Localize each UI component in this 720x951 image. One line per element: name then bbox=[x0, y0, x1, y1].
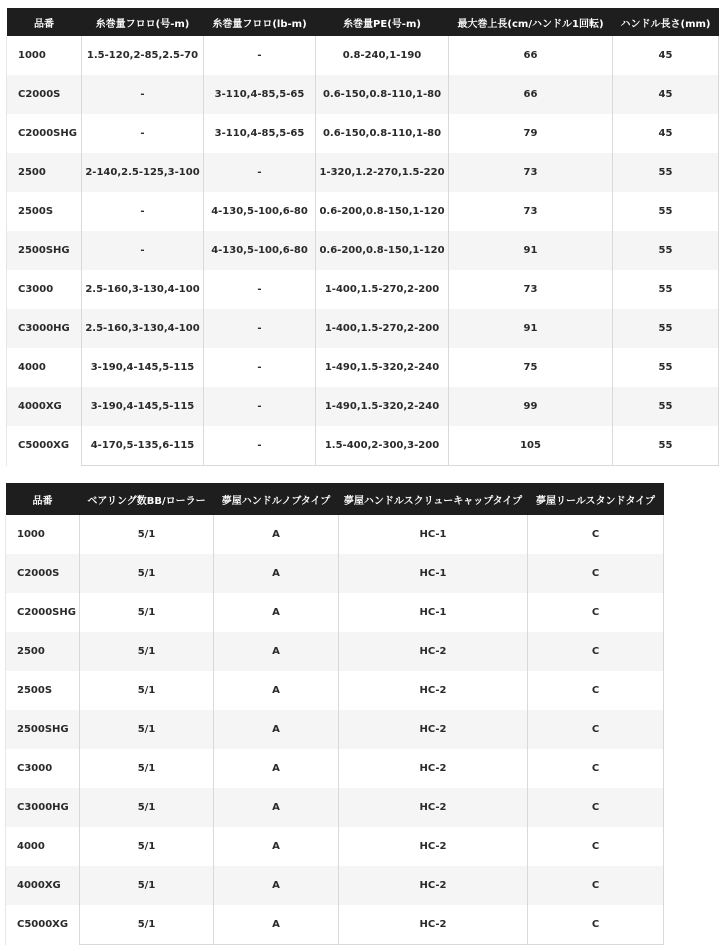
cell-retrieve: 79 bbox=[449, 114, 613, 153]
header-pe: 糸巻量PE(号-m) bbox=[316, 8, 449, 36]
cell-model: 2500SHG bbox=[7, 231, 82, 270]
cell-handle-length: 45 bbox=[613, 114, 719, 153]
cell-fluoro-lb: 3-110,4-85,5-65 bbox=[204, 75, 316, 114]
table-row bbox=[7, 231, 719, 270]
cell-fluoro-lb: 3-110,4-85,5-65 bbox=[204, 114, 316, 153]
cell-bearings: 5/1 bbox=[80, 710, 214, 749]
table-row bbox=[6, 593, 664, 632]
cell-model: 2500SHG bbox=[6, 710, 80, 749]
cell-fluoro-lb: 4-130,5-100,6-80 bbox=[204, 192, 316, 231]
cell-model: C2000S bbox=[6, 554, 80, 593]
parts-table-header-row bbox=[6, 483, 664, 515]
cell-fluoro-go: 3-190,4-145,5-115 bbox=[82, 387, 204, 426]
cell-fluoro-go: 2-140,2.5-125,3-100 bbox=[82, 153, 204, 192]
cell-bearings: 5/1 bbox=[80, 554, 214, 593]
cell-model: 4000 bbox=[7, 348, 82, 387]
table-row bbox=[7, 192, 719, 231]
header-bearings: ベアリング数BB/ローラー bbox=[80, 483, 214, 515]
cell-bearings: 5/1 bbox=[80, 749, 214, 788]
cell-model: C3000HG bbox=[6, 788, 80, 827]
header-retrieve: 最大巻上長(cm/ハンドル1回転) bbox=[449, 8, 613, 36]
header-screw-cap-type: 夢屋ハンドルスクリューキャップタイプ bbox=[339, 483, 528, 515]
cell-model: 4000XG bbox=[6, 866, 80, 905]
cell-bearings: 5/1 bbox=[80, 827, 214, 866]
cell-model: 2500 bbox=[7, 153, 82, 192]
cell-fluoro-go: 3-190,4-145,5-115 bbox=[82, 348, 204, 387]
cell-stand-type: C bbox=[528, 593, 664, 632]
header-handle-length: ハンドル長さ(mm) bbox=[613, 8, 719, 36]
cell-screw-cap-type: HC-1 bbox=[339, 515, 528, 554]
cell-fluoro-go: 4-170,5-135,6-115 bbox=[82, 426, 204, 466]
cell-fluoro-lb: - bbox=[204, 348, 316, 387]
cell-fluoro-lb: - bbox=[204, 426, 316, 466]
cell-handle-length: 55 bbox=[613, 426, 719, 466]
cell-fluoro-go: - bbox=[82, 192, 204, 231]
cell-screw-cap-type: HC-2 bbox=[339, 827, 528, 866]
cell-retrieve: 91 bbox=[449, 231, 613, 270]
cell-screw-cap-type: HC-1 bbox=[339, 554, 528, 593]
table-row bbox=[7, 426, 719, 466]
cell-model: C5000XG bbox=[7, 426, 82, 466]
cell-model: 4000XG bbox=[7, 387, 82, 426]
cell-bearings: 5/1 bbox=[80, 788, 214, 827]
cell-bearings: 5/1 bbox=[80, 905, 214, 945]
cell-screw-cap-type: HC-2 bbox=[339, 671, 528, 710]
cell-fluoro-lb: - bbox=[204, 387, 316, 426]
cell-stand-type: C bbox=[528, 905, 664, 945]
cell-knob-type: A bbox=[214, 749, 339, 788]
cell-handle-length: 55 bbox=[613, 387, 719, 426]
cell-model: 4000 bbox=[6, 827, 80, 866]
cell-knob-type: A bbox=[214, 632, 339, 671]
cell-knob-type: A bbox=[214, 593, 339, 632]
cell-fluoro-lb: - bbox=[204, 153, 316, 192]
header-model: 品番 bbox=[6, 483, 80, 515]
cell-pe: 1-400,1.5-270,2-200 bbox=[316, 270, 449, 309]
table-row bbox=[6, 710, 664, 749]
header-stand-type: 夢屋リールスタンドタイプ bbox=[528, 483, 664, 515]
cell-screw-cap-type: HC-2 bbox=[339, 905, 528, 945]
cell-retrieve: 99 bbox=[449, 387, 613, 426]
cell-fluoro-go: 2.5-160,3-130,4-100 bbox=[82, 309, 204, 348]
cell-fluoro-go: - bbox=[82, 75, 204, 114]
header-knob-type: 夢屋ハンドルノブタイプ bbox=[214, 483, 339, 515]
cell-handle-length: 45 bbox=[613, 75, 719, 114]
cell-knob-type: A bbox=[214, 866, 339, 905]
cell-screw-cap-type: HC-2 bbox=[339, 632, 528, 671]
cell-stand-type: C bbox=[528, 554, 664, 593]
cell-stand-type: C bbox=[528, 632, 664, 671]
cell-retrieve: 91 bbox=[449, 309, 613, 348]
cell-pe: 1-320,1.2-270,1.5-220 bbox=[316, 153, 449, 192]
cell-fluoro-go: 2.5-160,3-130,4-100 bbox=[82, 270, 204, 309]
cell-pe: 1-490,1.5-320,2-240 bbox=[316, 348, 449, 387]
cell-fluoro-go: 1.5-120,2-85,2.5-70 bbox=[82, 36, 204, 75]
table-row bbox=[6, 905, 664, 945]
cell-knob-type: A bbox=[214, 788, 339, 827]
cell-stand-type: C bbox=[528, 749, 664, 788]
table-row bbox=[7, 114, 719, 153]
cell-pe: 0.8-240,1-190 bbox=[316, 36, 449, 75]
cell-retrieve: 73 bbox=[449, 270, 613, 309]
table-row bbox=[7, 270, 719, 309]
cell-fluoro-lb: 4-130,5-100,6-80 bbox=[204, 231, 316, 270]
cell-model: C3000 bbox=[6, 749, 80, 788]
cell-model: 1000 bbox=[6, 515, 80, 554]
cell-pe: 1-400,1.5-270,2-200 bbox=[316, 309, 449, 348]
spec-table-header-row bbox=[7, 8, 719, 36]
cell-knob-type: A bbox=[214, 905, 339, 945]
cell-handle-length: 55 bbox=[613, 192, 719, 231]
cell-stand-type: C bbox=[528, 827, 664, 866]
table-row bbox=[6, 827, 664, 866]
cell-retrieve: 73 bbox=[449, 192, 613, 231]
cell-retrieve: 105 bbox=[449, 426, 613, 466]
cell-handle-length: 55 bbox=[613, 270, 719, 309]
cell-pe: 1-490,1.5-320,2-240 bbox=[316, 387, 449, 426]
cell-handle-length: 55 bbox=[613, 153, 719, 192]
header-fluoro-lb: 糸巻量フロロ(lb-m) bbox=[204, 8, 316, 36]
cell-model: 2500S bbox=[6, 671, 80, 710]
cell-stand-type: C bbox=[528, 710, 664, 749]
table-row bbox=[6, 788, 664, 827]
table-row bbox=[7, 309, 719, 348]
table-row bbox=[7, 75, 719, 114]
cell-model: C2000SHG bbox=[6, 593, 80, 632]
cell-pe: 0.6-200,0.8-150,1-120 bbox=[316, 192, 449, 231]
cell-bearings: 5/1 bbox=[80, 866, 214, 905]
header-model: 品番 bbox=[7, 8, 82, 36]
cell-fluoro-lb: - bbox=[204, 270, 316, 309]
cell-pe: 0.6-200,0.8-150,1-120 bbox=[316, 231, 449, 270]
cell-retrieve: 66 bbox=[449, 36, 613, 75]
cell-model: 2500 bbox=[6, 632, 80, 671]
table-row bbox=[6, 554, 664, 593]
cell-model: C2000SHG bbox=[7, 114, 82, 153]
cell-handle-length: 55 bbox=[613, 231, 719, 270]
cell-screw-cap-type: HC-2 bbox=[339, 749, 528, 788]
table-row bbox=[6, 515, 664, 554]
cell-stand-type: C bbox=[528, 515, 664, 554]
table-row bbox=[6, 866, 664, 905]
spec-table bbox=[6, 8, 719, 466]
cell-stand-type: C bbox=[528, 788, 664, 827]
cell-retrieve: 75 bbox=[449, 348, 613, 387]
cell-screw-cap-type: HC-2 bbox=[339, 710, 528, 749]
cell-pe: 0.6-150,0.8-110,1-80 bbox=[316, 75, 449, 114]
cell-screw-cap-type: HC-2 bbox=[339, 866, 528, 905]
cell-model: C3000 bbox=[7, 270, 82, 309]
cell-fluoro-go: - bbox=[82, 114, 204, 153]
cell-bearings: 5/1 bbox=[80, 515, 214, 554]
cell-knob-type: A bbox=[214, 710, 339, 749]
cell-model: 2500S bbox=[7, 192, 82, 231]
table-row bbox=[7, 153, 719, 192]
cell-stand-type: C bbox=[528, 866, 664, 905]
cell-retrieve: 66 bbox=[449, 75, 613, 114]
cell-bearings: 5/1 bbox=[80, 632, 214, 671]
cell-stand-type: C bbox=[528, 671, 664, 710]
parts-table bbox=[5, 483, 664, 945]
cell-knob-type: A bbox=[214, 554, 339, 593]
table-row bbox=[6, 749, 664, 788]
cell-fluoro-go: - bbox=[82, 231, 204, 270]
cell-handle-length: 55 bbox=[613, 348, 719, 387]
cell-fluoro-lb: - bbox=[204, 36, 316, 75]
cell-retrieve: 73 bbox=[449, 153, 613, 192]
table-row bbox=[6, 671, 664, 710]
cell-handle-length: 45 bbox=[613, 36, 719, 75]
table-row bbox=[7, 36, 719, 75]
cell-screw-cap-type: HC-1 bbox=[339, 593, 528, 632]
cell-bearings: 5/1 bbox=[80, 593, 214, 632]
table-row bbox=[6, 632, 664, 671]
cell-model: C5000XG bbox=[6, 905, 80, 945]
cell-model: C2000S bbox=[7, 75, 82, 114]
cell-model: 1000 bbox=[7, 36, 82, 75]
cell-handle-length: 55 bbox=[613, 309, 719, 348]
header-fluoro-go: 糸巻量フロロ(号-m) bbox=[82, 8, 204, 36]
table-row bbox=[7, 387, 719, 426]
cell-screw-cap-type: HC-2 bbox=[339, 788, 528, 827]
cell-fluoro-lb: - bbox=[204, 309, 316, 348]
cell-knob-type: A bbox=[214, 671, 339, 710]
table-row bbox=[7, 348, 719, 387]
cell-model: C3000HG bbox=[7, 309, 82, 348]
cell-knob-type: A bbox=[214, 515, 339, 554]
cell-knob-type: A bbox=[214, 827, 339, 866]
cell-pe: 1.5-400,2-300,3-200 bbox=[316, 426, 449, 466]
cell-pe: 0.6-150,0.8-110,1-80 bbox=[316, 114, 449, 153]
cell-bearings: 5/1 bbox=[80, 671, 214, 710]
